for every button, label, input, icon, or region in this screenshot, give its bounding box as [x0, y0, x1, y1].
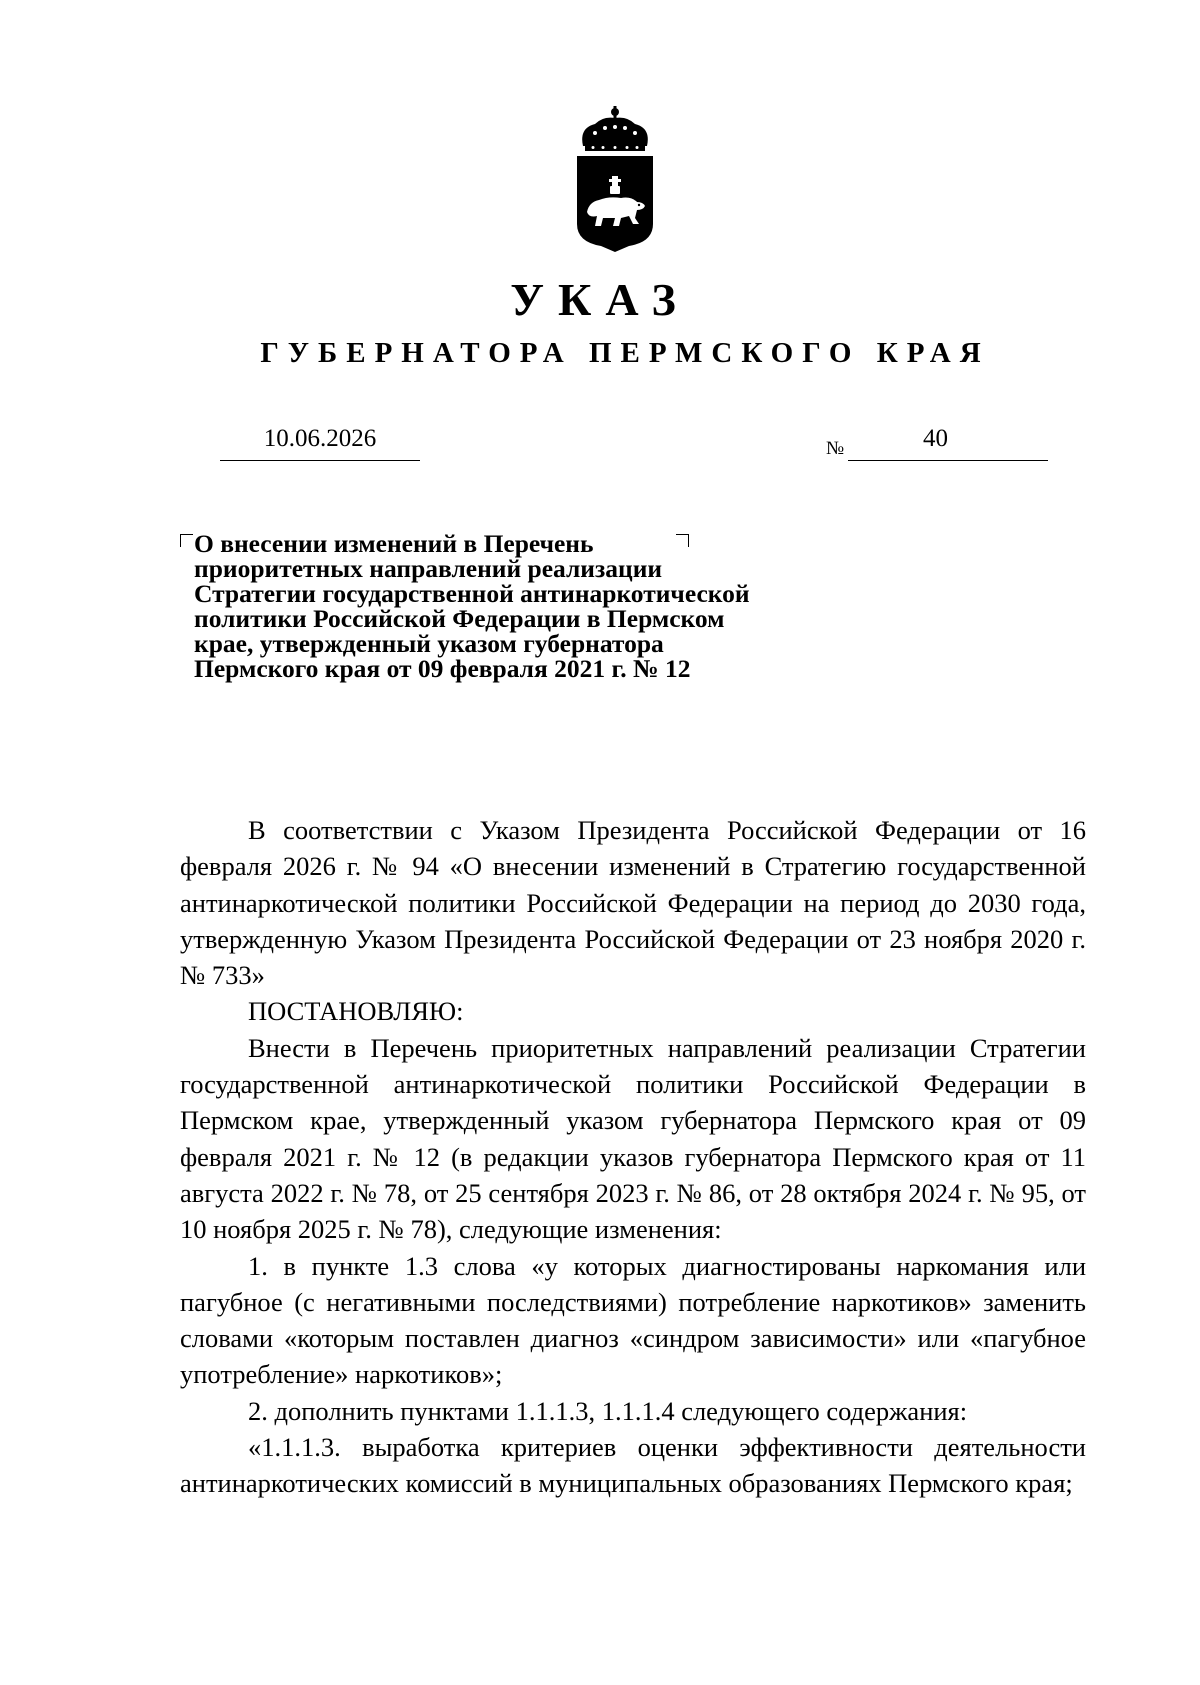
subject-line: политики Российской Федерации в Пермском: [194, 604, 725, 633]
document-number: 40: [923, 425, 948, 452]
document-date: 10.06.2026: [263, 425, 377, 452]
subject-line: О внесении изменений в Перечень: [194, 529, 594, 558]
document-subject: [194, 531, 834, 681]
coat-of-arms-icon: [565, 106, 665, 256]
subject-line: Стратегии государственной антинаркотической: [194, 579, 750, 608]
paragraph-amend: Внести в Перечень приоритетных направлений реализации Стратегии государственной антинаркотической политики Российской Федерации в Пермском крае, утвержденный указом губернатора Пермского края от 09 февраля 2021 г. № 12 (в редакции указов губернатора Пермского края от 11 августа 2022 г. № 78, от 25 сентября 2023 г. № 86, от 28 октября 2024 г. № 95, от 10 ноября 2025 г. № 78), следующие изменения:: [180, 1032, 1086, 1245]
paragraph-item-2: 2. дополнить пунктами 1.1.1.3, 1.1.1.4 следующего содержания:: [248, 1395, 968, 1426]
subject-corner-left: [180, 534, 193, 547]
number-field: [848, 420, 1048, 461]
paragraph-decree: ПОСТАНОВЛЯЮ:: [248, 996, 464, 1027]
paragraph-item-1-1-1-3: «1.1.1.3. выработка критериев оценки эффективности деятельности антинаркотических комиссий в муниципальных образованиях Пермского края;: [180, 1432, 1086, 1499]
paragraph-preamble: В соответствии с Указом Президента Российской Федерации от 16 февраля 2026 г. № 94 «О внесении изменений в Стратегию государственной антинаркотической политики Российской Федерации на период до 2030 года, утвержденную Указом Президента Российской Федерации от 23 ноября 2020 г. № 733»: [180, 815, 1086, 991]
paragraph-item-1: 1. в пункте 1.3 слова «у которых диагностированы наркомания или пагубное (с негативными последствиями) потребление наркотиков» заменить словами «которым поставлен диагноз «синдром зависимости» или «пагубное употребление» наркотиков»;: [180, 1250, 1086, 1390]
subject-line: крае, утвержденный указом губернатора: [194, 629, 664, 658]
document-body: [180, 812, 1086, 1502]
document-title: УКАЗ: [510, 274, 690, 325]
number-label: №: [826, 438, 845, 459]
date-field: [220, 420, 420, 461]
subject-line: Пермского края от 09 февраля 2021 г. № 12: [194, 654, 691, 683]
subject-line: приоритетных направлений реализации: [194, 554, 663, 583]
document-issuer: ГУБЕРНАТОРА ПЕРМСКОГО КРАЯ: [260, 337, 990, 369]
